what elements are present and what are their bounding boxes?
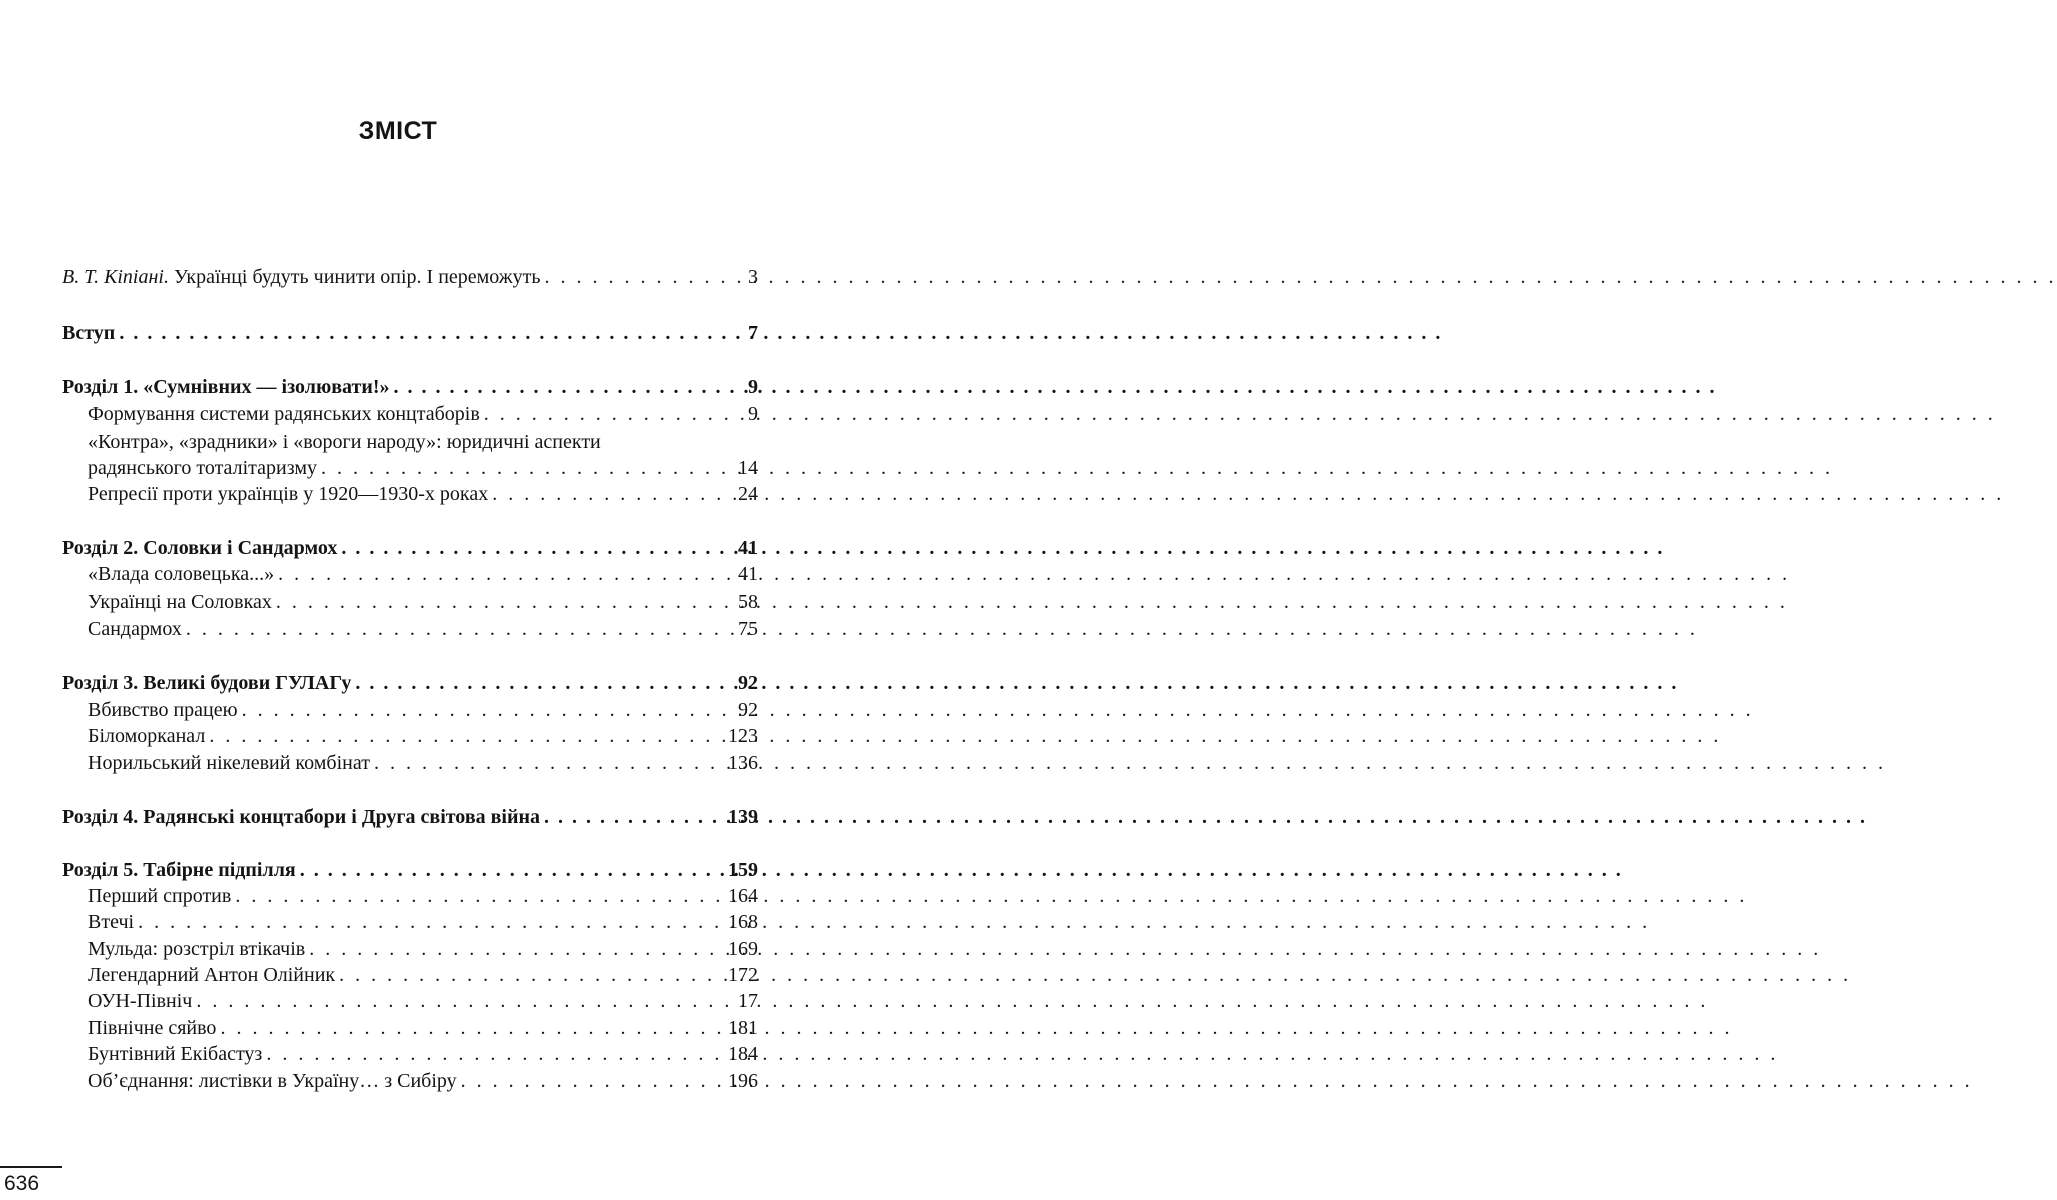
chapter-label: Розділ 1. «Сумнівних — ізолювати!» xyxy=(62,376,390,398)
subentry-label: Біломорканал xyxy=(88,725,206,747)
page-title: ЗМІСТ xyxy=(358,117,438,145)
dot-leader xyxy=(355,670,734,696)
subentry-page-number: 92 xyxy=(738,699,758,721)
toc-subentry xyxy=(88,936,758,962)
subentry-label-continued: радянського тоталітаризму xyxy=(88,457,317,479)
chapter-label: Розділ 2. Соловки і Сандармох xyxy=(62,537,338,559)
subentry-label: «Влада соловецька...» xyxy=(88,563,275,585)
toc-chapter-5 xyxy=(62,857,758,883)
subentry-page-number: 181 xyxy=(728,1017,758,1039)
toc-subentry xyxy=(88,481,758,507)
subentry-label: Північне сяйво xyxy=(88,1017,217,1039)
dot-leader xyxy=(119,320,744,346)
dot-leader xyxy=(341,535,734,561)
subentry-label: Перший спротив xyxy=(88,885,232,907)
toc-subentry xyxy=(88,697,758,723)
page-number: 636 xyxy=(4,1172,40,1195)
subentry-label: Втечі xyxy=(88,911,135,933)
toc-subentry xyxy=(88,589,758,615)
dot-leader xyxy=(492,481,734,507)
toc-chapter-2 xyxy=(62,535,758,561)
subentry-label: Мульда: розстріл втікачів xyxy=(88,938,306,960)
dot-leader xyxy=(544,804,724,830)
dot-leader xyxy=(186,616,734,642)
toc-entry-intro xyxy=(62,320,758,346)
chapter-page-number: 139 xyxy=(728,806,758,828)
subentry-page-number: 164 xyxy=(728,885,758,907)
chapter-label: Розділ 4. Радянські концтабори і Друга світова війна xyxy=(62,806,541,828)
dot-leader xyxy=(235,883,724,909)
toc-subentry-line-1 xyxy=(88,429,758,455)
dot-leader xyxy=(220,1015,724,1041)
dot-leader xyxy=(278,561,734,587)
footer-rule xyxy=(0,1166,62,1168)
chapter-page-number: 159 xyxy=(728,859,758,881)
subentry-page-number: 172 xyxy=(728,964,758,986)
chapter-page-number: 41 xyxy=(738,537,758,559)
toc-subentry xyxy=(88,1041,758,1067)
subentry-label: Вбивство працею xyxy=(88,699,238,721)
subentry-page-number: 196 xyxy=(728,1070,758,1092)
dot-leader xyxy=(276,589,734,615)
dot-leader xyxy=(196,988,734,1014)
subentry-page-number: 169 xyxy=(728,938,758,960)
subentry-label: ОУН-Північ xyxy=(88,990,193,1012)
toc-subentry xyxy=(88,723,758,749)
dot-leader xyxy=(309,936,724,962)
toc-page-number: 3 xyxy=(748,266,758,288)
subentry-page-number: 9 xyxy=(748,403,758,425)
dot-leader xyxy=(461,1068,724,1094)
toc-entry-label: Вступ xyxy=(62,322,116,344)
dot-leader xyxy=(321,455,734,481)
toc-subentry xyxy=(88,1015,758,1041)
subentry-page-number: 58 xyxy=(738,591,758,613)
toc-subentry xyxy=(88,883,758,909)
subentry-page-number: 24 xyxy=(738,483,758,505)
subentry-label: Українці на Соловках xyxy=(88,591,272,613)
subentry-label: Формування системи радянських концтаборів xyxy=(88,403,480,425)
toc-chapter-1 xyxy=(62,374,758,400)
dot-leader xyxy=(394,374,744,400)
toc-subentry xyxy=(88,750,758,776)
dot-leader xyxy=(339,962,724,988)
chapter-label: Розділ 5. Табірне підпілля xyxy=(62,859,296,881)
toc-page-number: 7 xyxy=(748,322,758,344)
toc-subentry xyxy=(88,401,758,427)
toc-entry-label xyxy=(62,264,541,290)
chapter-label: Розділ 3. Великі будови ГУЛАГу xyxy=(62,672,352,694)
chapter-page-number: 9 xyxy=(748,376,758,398)
dot-leader xyxy=(242,697,734,723)
subentry-page-number: 17 xyxy=(738,990,758,1012)
preface-title: Українці будуть чинити опір. І переможуть xyxy=(168,266,541,288)
subentry-page-number: 75 xyxy=(738,618,758,640)
subentry-page-number: 136 xyxy=(728,752,758,774)
subentry-page-number: 184 xyxy=(728,1043,758,1065)
toc-subentry xyxy=(88,1068,758,1094)
toc-subentry xyxy=(88,909,758,935)
toc-entry-preface xyxy=(62,264,758,290)
subentry-page-number: 41 xyxy=(738,563,758,585)
preface-author: В. Т. Кіпіані. xyxy=(62,266,169,288)
toc-subentry xyxy=(88,988,758,1014)
dot-leader xyxy=(484,401,744,427)
subentry-label: Норильський нікелевий комбінат xyxy=(88,752,370,774)
table-of-contents xyxy=(0,0,796,1200)
toc-chapter-4 xyxy=(62,804,758,830)
toc-subentry xyxy=(88,561,758,587)
subentry-label: Бунтівний Екібастуз xyxy=(88,1043,263,1065)
toc-subentry xyxy=(88,616,758,642)
subentry-label: Репресії проти українців у 1920—1930-х роках xyxy=(88,483,489,505)
toc-chapter-3 xyxy=(62,670,758,696)
subentry-page-number: 123 xyxy=(728,725,758,747)
subentry-label: Сандармох xyxy=(88,618,182,640)
toc-subentry xyxy=(88,455,758,481)
subentry-label: «Контра», «зрадники» і «вороги народу»: юридичні аспекти xyxy=(88,431,601,453)
dot-leader xyxy=(300,857,724,883)
dot-leader xyxy=(545,264,745,290)
chapter-page-number: 92 xyxy=(738,672,758,694)
dot-leader xyxy=(138,909,724,935)
dot-leader xyxy=(374,750,724,776)
subentry-label: Об’єднання: листівки в Україну… з Сибіру xyxy=(88,1070,457,1092)
toc-subentry xyxy=(88,962,758,988)
subentry-page-number: 168 xyxy=(728,911,758,933)
subentry-label: Легендарний Антон Олійник xyxy=(88,964,336,986)
dot-leader xyxy=(209,723,724,749)
dot-leader xyxy=(266,1041,724,1067)
subentry-page-number: 14 xyxy=(738,457,758,479)
